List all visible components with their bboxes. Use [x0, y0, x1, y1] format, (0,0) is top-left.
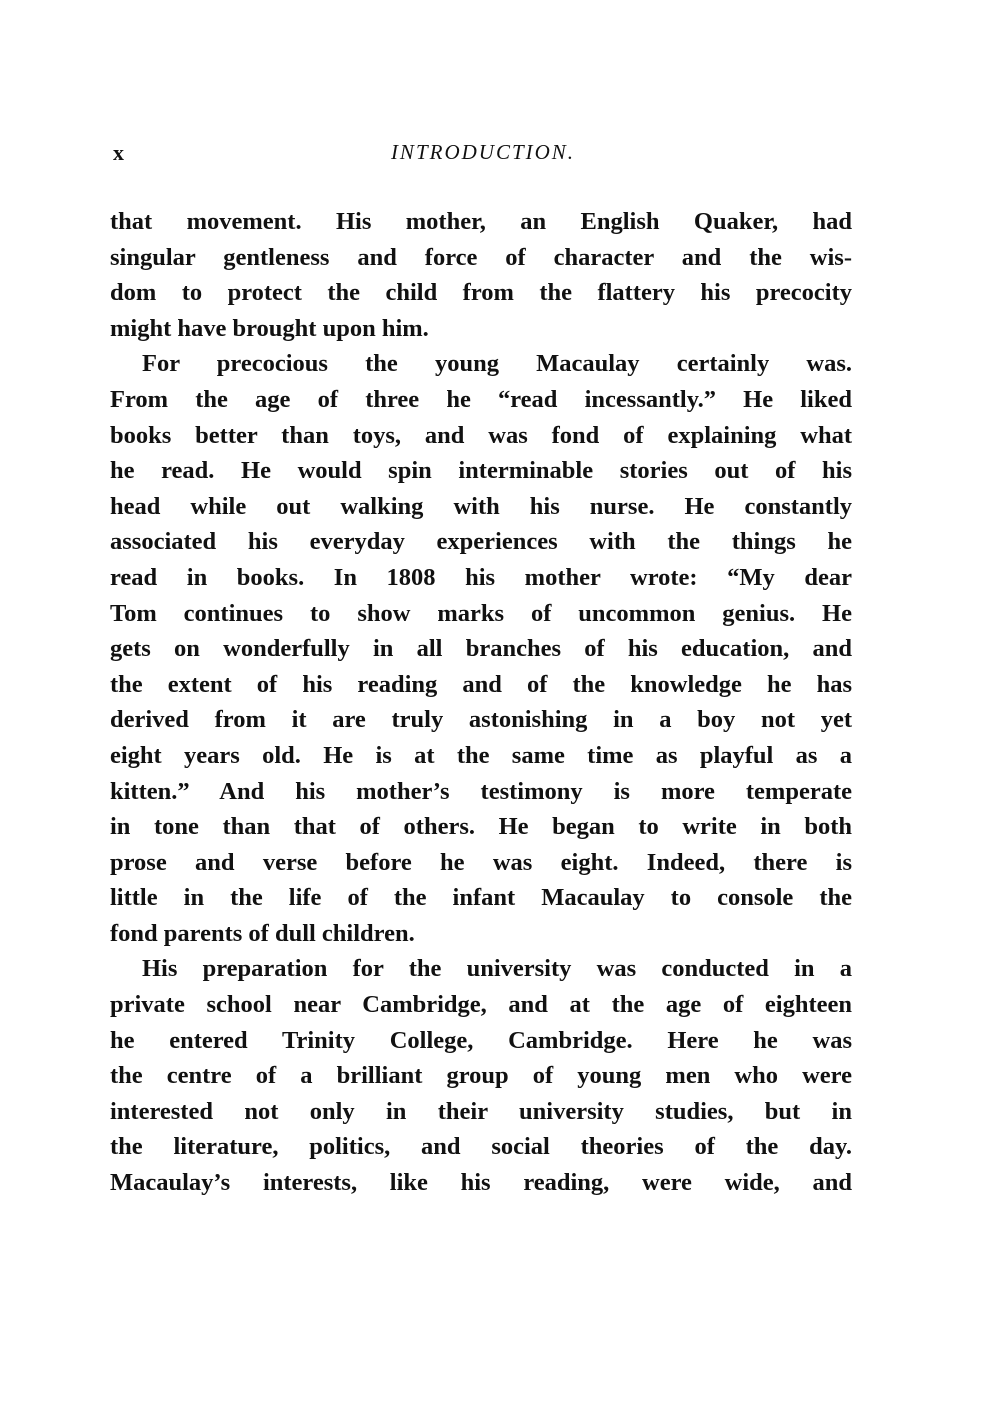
text-line: fond parents of dull children. [110, 919, 415, 947]
text-line: read in books. In 1808 his mother wrote: “My dear [110, 563, 852, 591]
text-line: From the age of three he “read incessantly.” He liked [110, 385, 852, 413]
text-line: head while out walking with his nurse. He constantly [110, 492, 852, 520]
text-line: he entered Trinity College, Cambridge. Here he was [110, 1026, 852, 1054]
text-line: eight years old. He is at the same time as playful as a [110, 741, 852, 769]
text-line: Macaulay’s interests, like his reading, were wide, and [110, 1169, 852, 1197]
text-line: derived from it are truly astonishing in a boy not yet [110, 706, 852, 734]
text-line: dom to protect the child from the flattery his precocity [110, 279, 852, 307]
text-line: singular gentleness and force of character and the wis- [110, 243, 852, 271]
body-text [110, 204, 852, 1201]
text-line: interested not only in their university studies, but in [110, 1097, 852, 1125]
text-line: little in the life of the infant Macaulay to console the [110, 884, 852, 912]
running-title: INTRODUCTION. [390, 140, 576, 164]
text-line: kitten.” And his mother’s testimony is more temperate [110, 777, 852, 805]
text-line: in tone than that of others. He began to write in both [110, 813, 852, 841]
text-line: prose and verse before he was eight. Indeed, there is [110, 848, 852, 876]
paragraph [110, 346, 852, 951]
text-line: that movement. His mother, an English Quaker, had [110, 208, 852, 235]
paragraph [110, 204, 852, 346]
text-line: the centre of a brilliant group of young men who were [110, 1062, 852, 1090]
text-line: the extent of his reading and of the knowledge he has [110, 670, 852, 698]
text-line: Tom continues to show marks of uncommon genius. He [110, 599, 852, 627]
text-line: associated his everyday experiences with the things he [110, 528, 852, 556]
text-line: he read. He would spin interminable stories out of his [110, 457, 852, 485]
paragraph [110, 951, 852, 1200]
page-number: x [113, 140, 125, 165]
running-head [113, 140, 853, 174]
text-line: books better than toys, and was fond of explaining what [110, 421, 852, 449]
text-line: might have brought upon him. [110, 314, 429, 342]
text-line: For precocious the young Macaulay certainly was. [142, 350, 852, 378]
text-line: His preparation for the university was conducted in a [142, 955, 852, 983]
text-line: the literature, politics, and social theories of the day. [110, 1133, 852, 1161]
text-line: private school near Cambridge, and at the age of eighteen [110, 991, 852, 1019]
text-line: gets on wonderfully in all branches of his education, and [110, 635, 852, 663]
